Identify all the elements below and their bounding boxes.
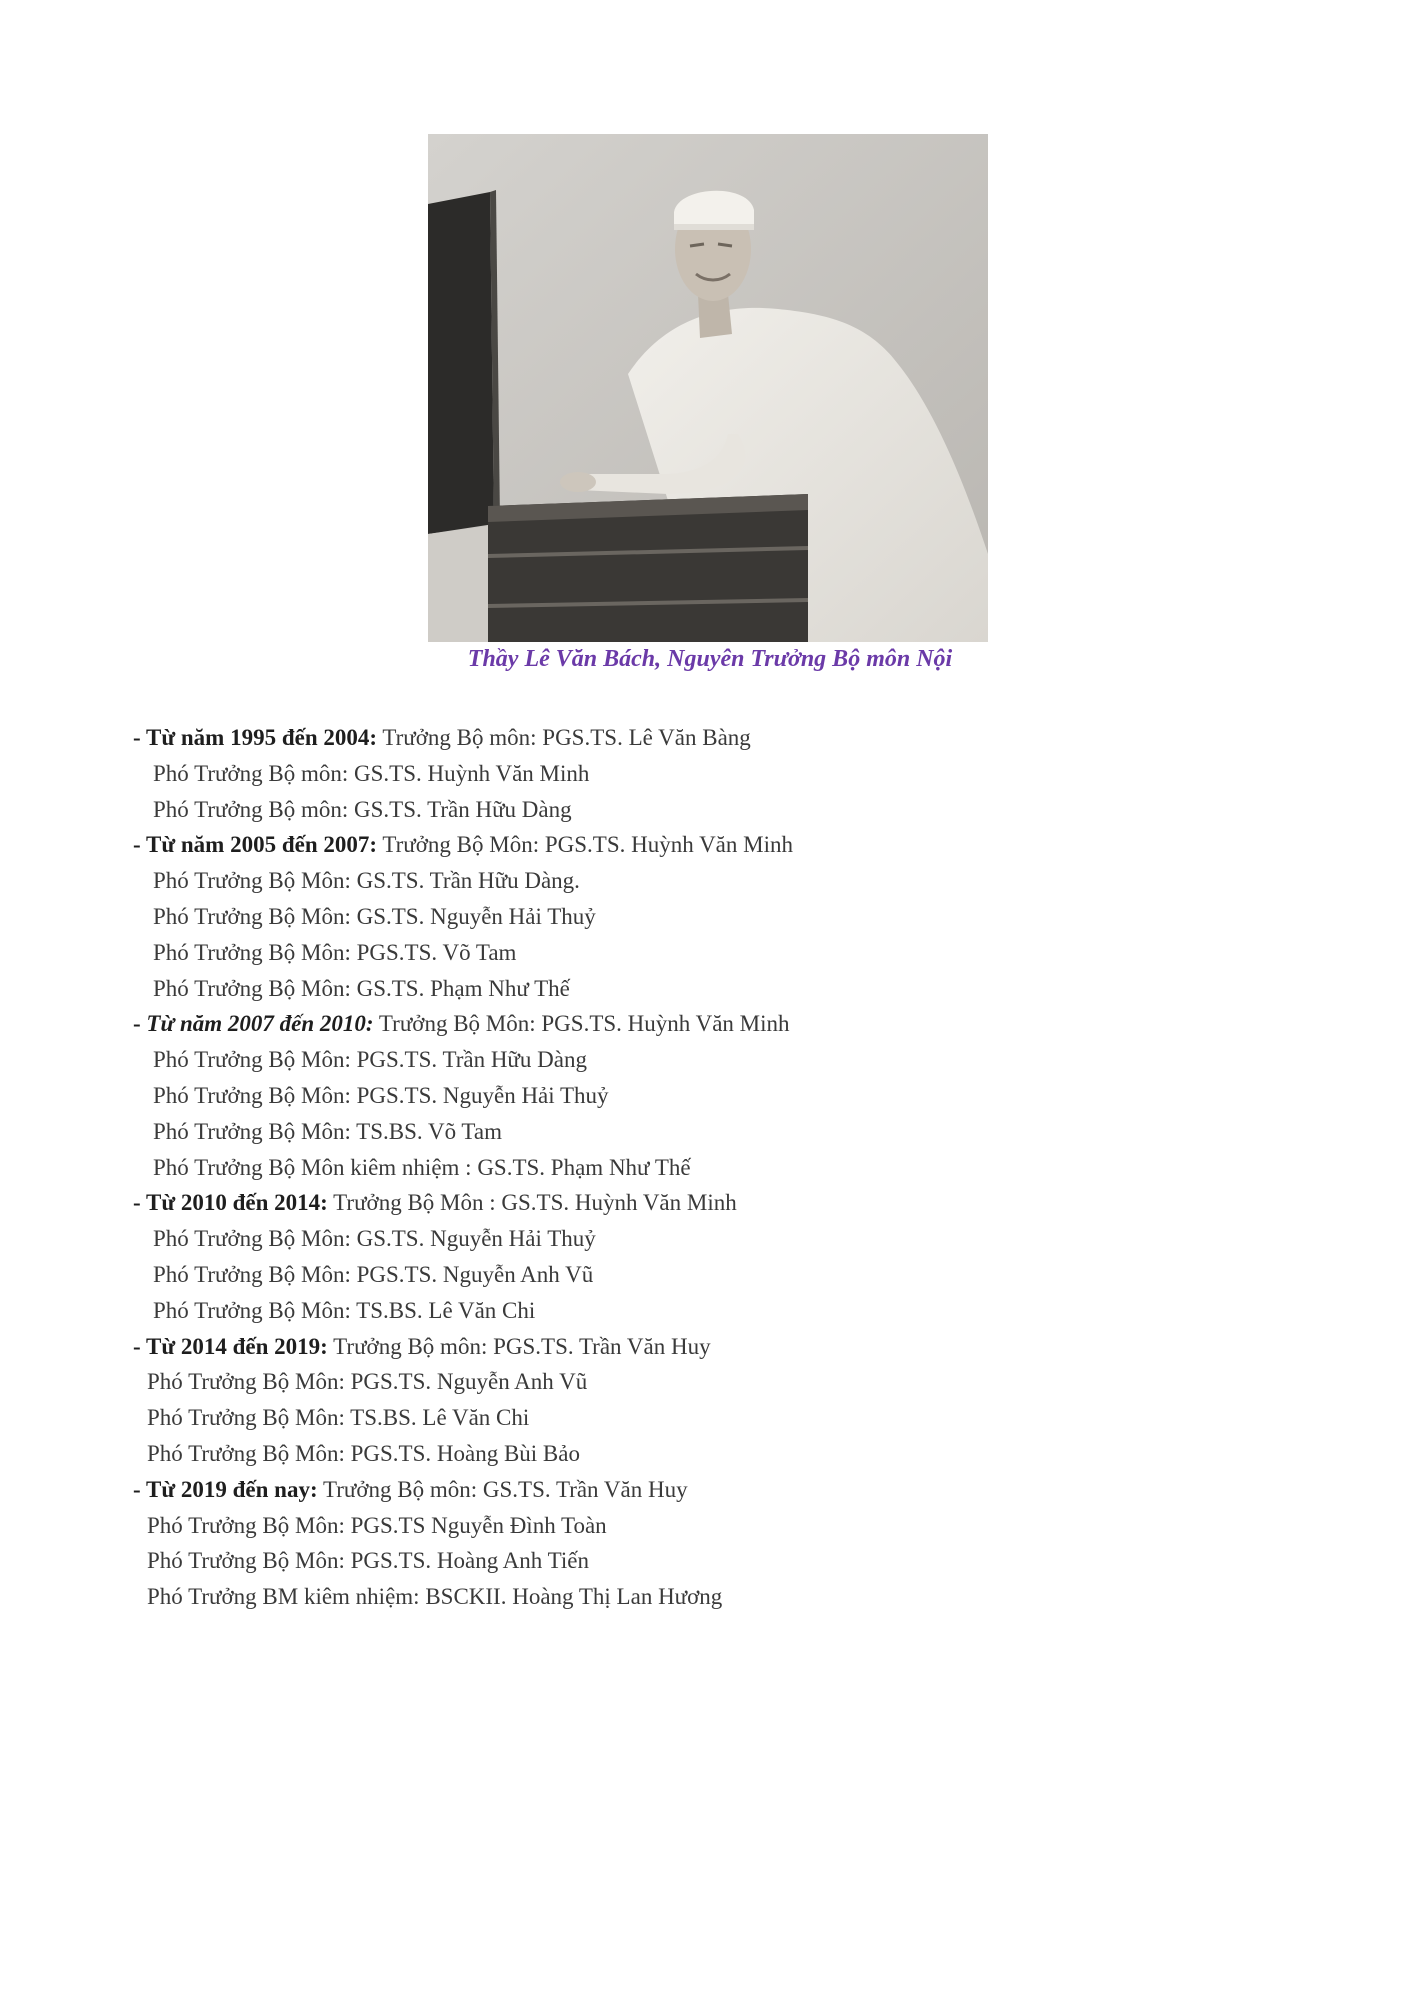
department-head: Trưởng Bộ môn: PGS.TS. Lê Văn Bàng (377, 725, 751, 750)
deputy-line: Phó Trưởng Bộ Môn: TS.BS. Lê Văn Chi (153, 1297, 536, 1323)
deputy-line: Phó Trưởng Bộ Môn: PGS.TS. Nguyễn Anh Vũ (147, 1369, 588, 1395)
deputy-line: Phó Trưởng Bộ Môn: GS.TS. Nguyễn Hải Thuỷ (153, 903, 596, 929)
deputy-line: Phó Trưởng Bộ Môn: PGS.TS. Nguyễn Hải Thuỷ (153, 1082, 609, 1108)
department-head: Trưởng Bộ Môn: PGS.TS. Huỳnh Văn Minh (377, 832, 793, 858)
period-line (133, 1472, 1313, 1508)
period-line (133, 1006, 1313, 1042)
department-head: Trưởng Bộ Môn: PGS.TS. Huỳnh Văn Minh (373, 1011, 790, 1037)
deputy-line: Phó Trưởng Bộ Môn: PGS.TS. Hoàng Bùi Bảo (147, 1440, 580, 1466)
period-line (133, 827, 1313, 863)
period-line (133, 720, 1313, 756)
deputy-line: Phó Trưởng Bộ Môn: TS.BS. Võ Tam (153, 1118, 502, 1144)
period-range: - Từ 2014 đến 2019: (133, 1333, 328, 1359)
leadership-history (133, 720, 1313, 1615)
period-range: - Từ 2019 đến nay: (133, 1476, 318, 1502)
deputy-line: Phó Trưởng Bộ Môn: TS.BS. Lê Văn Chi (147, 1405, 530, 1431)
deputy-line: Phó Trưởng Bộ Môn: PGS.TS. Hoàng Anh Tiến (147, 1548, 589, 1574)
department-head: Trưởng Bộ môn: PGS.TS. Trần Văn Huy (327, 1333, 711, 1359)
department-head: Trưởng Bộ môn: GS.TS. Trần Văn Huy (317, 1476, 688, 1502)
period-range: Từ năm 2007 đến 2010: (146, 1011, 374, 1037)
photo-caption: Thầy Lê Văn Bách, Nguyên Trưởng Bộ môn Nội (467, 646, 953, 672)
deputy-line: Phó Trưởng Bộ môn: GS.TS. Trần Hữu Dàng (153, 796, 572, 822)
period-line (133, 1185, 1313, 1221)
deputy-line: Phó Trưởng Bộ Môn: PGS.TS. Võ Tam (153, 939, 517, 965)
portrait-photo-art (428, 134, 988, 642)
period-range: - Từ 2010 đến 2014: (133, 1190, 328, 1216)
deputy-line: Phó Trưởng Bộ Môn kiêm nhiệm : GS.TS. Phạm Như Thế (153, 1154, 691, 1180)
deputy-line: Phó Trưởng Bộ Môn: PGS.TS. Nguyễn Anh Vũ (153, 1261, 594, 1287)
deputy-line: Phó Trưởng Bộ Môn: PGS.TS. Trần Hữu Dàng (153, 1047, 587, 1073)
deputy-line: Phó Trưởng Bộ Môn: GS.TS. Trần Hữu Dàng. (153, 868, 580, 894)
deputy-line: Phó Trưởng Bộ Môn: GS.TS. Phạm Như Thế (153, 975, 570, 1001)
period-range: - Từ năm 2005 đến 2007: (133, 832, 378, 858)
deputy-line: Phó Trưởng BM kiêm nhiệm: BSCKII. Hoàng Thị Lan Hương (147, 1584, 723, 1610)
deputy-line: Phó Trưởng Bộ Môn: PGS.TS Nguyễn Đình Toàn (147, 1512, 607, 1538)
period-line (133, 1329, 1313, 1365)
department-head: Trưởng Bộ Môn : GS.TS. Huỳnh Văn Minh (327, 1190, 737, 1216)
portrait-photo (428, 134, 988, 642)
deputy-line: Phó Trưởng Bộ môn: GS.TS. Huỳnh Văn Minh (153, 760, 590, 786)
deputy-line: Phó Trưởng Bộ Môn: GS.TS. Nguyễn Hải Thuỷ (153, 1226, 596, 1252)
period-range: - Từ năm 1995 đến 2004: (133, 725, 378, 750)
period-dash: - (133, 1011, 147, 1037)
